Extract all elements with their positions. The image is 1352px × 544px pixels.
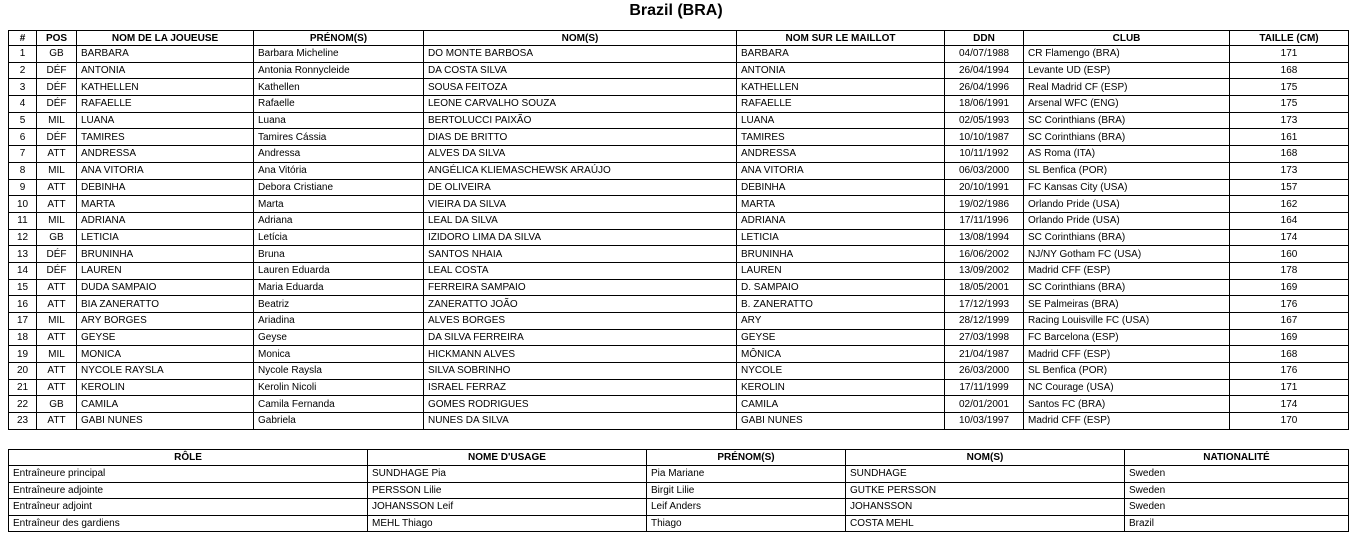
staff-cell: Birgit Lilie [647,482,846,499]
player-row [9,246,1349,263]
player-cell: D. SAMPAIO [737,279,945,296]
player-header-cell: NOM SUR LE MAILLOT [737,31,945,46]
player-row [9,79,1349,96]
staff-header-cell: RÔLE [9,450,368,466]
player-cell: ANDRESSA [737,146,945,163]
player-cell: ANDRESSA [77,146,254,163]
player-cell: DÉF [37,129,77,146]
player-header-cell: NOM DE LA JOUEUSE [77,31,254,46]
player-cell: BARBARA [77,46,254,63]
player-cell: FC Kansas City (USA) [1024,179,1230,196]
player-cell: Ariadina [254,313,424,330]
player-row [9,129,1349,146]
player-cell: 168 [1230,146,1349,163]
player-cell: GOMES RODRIGUES [424,396,737,413]
player-cell: ATT [37,146,77,163]
player-cell: ATT [37,179,77,196]
player-cell: ATT [37,379,77,396]
player-cell: Maria Eduarda [254,279,424,296]
player-cell: 21/04/1987 [945,346,1024,363]
player-cell: Orlando Pride (USA) [1024,212,1230,229]
player-cell: DÉF [37,262,77,279]
player-cell: LEAL DA SILVA [424,212,737,229]
staff-cell: MEHL Thiago [368,515,647,532]
player-cell: 1 [9,46,37,63]
player-cell: Gabriela [254,413,424,430]
player-cell: ATT [37,296,77,313]
player-cell: BRUNINHA [77,246,254,263]
player-cell: DIAS DE BRITTO [424,129,737,146]
player-cell: Andressa [254,146,424,163]
player-row [9,229,1349,246]
player-cell: DUDA SAMPAIO [77,279,254,296]
player-cell: Lauren Eduarda [254,262,424,279]
player-cell: VIEIRA DA SILVA [424,196,737,213]
player-cell: 10/10/1987 [945,129,1024,146]
player-cell: RAFAELLE [77,96,254,113]
player-cell: 7 [9,146,37,163]
player-cell: DÉF [37,79,77,96]
player-cell: SC Corinthians (BRA) [1024,229,1230,246]
player-cell: Rafaelle [254,96,424,113]
player-cell: 13/09/2002 [945,262,1024,279]
player-cell: 173 [1230,112,1349,129]
player-cell: ATT [37,363,77,380]
player-cell: 17/11/1996 [945,212,1024,229]
player-cell: 16/06/2002 [945,246,1024,263]
staff-cell: GUTKE PERSSON [846,482,1125,499]
player-cell: LAUREN [77,262,254,279]
player-cell: Adriana [254,212,424,229]
player-cell: MIL [37,212,77,229]
staff-cell: Brazil [1125,515,1349,532]
staff-cell: Sweden [1125,499,1349,516]
player-cell: 13/08/1994 [945,229,1024,246]
player-cell: LEONE CARVALHO SOUZA [424,96,737,113]
player-cell: CAMILA [77,396,254,413]
player-cell: Racing Louisville FC (USA) [1024,313,1230,330]
player-cell: 13 [9,246,37,263]
player-cell: B. ZANERATTO [737,296,945,313]
player-cell: 171 [1230,379,1349,396]
player-cell: 17/12/1993 [945,296,1024,313]
staff-header-cell: PRÉNOM(S) [647,450,846,466]
player-row [9,279,1349,296]
player-cell: GABI NUNES [737,413,945,430]
player-cell: 176 [1230,296,1349,313]
player-cell: ADRIANA [77,212,254,229]
player-cell: DEBINHA [737,179,945,196]
player-cell: 17 [9,313,37,330]
player-row [9,363,1349,380]
player-cell: 167 [1230,313,1349,330]
player-cell: 11 [9,212,37,229]
staff-cell: JOHANSSON [846,499,1125,516]
player-cell: 22 [9,396,37,413]
player-cell: Madrid CFF (ESP) [1024,346,1230,363]
player-cell: KEROLIN [77,379,254,396]
player-cell: 174 [1230,396,1349,413]
player-cell: HICKMANN ALVES [424,346,737,363]
player-cell: Marta [254,196,424,213]
player-cell: DA COSTA SILVA [424,62,737,79]
player-row [9,212,1349,229]
player-cell: 164 [1230,212,1349,229]
player-cell: ARY BORGES [77,313,254,330]
player-row [9,162,1349,179]
staff-cell: Entraîneure adjointe [9,482,368,499]
player-cell: Letícia [254,229,424,246]
player-cell: Luana [254,112,424,129]
player-row [9,346,1349,363]
player-cell: LEAL COSTA [424,262,737,279]
player-cell: SC Corinthians (BRA) [1024,279,1230,296]
player-cell: ANTONIA [737,62,945,79]
player-cell: Nycole Raysla [254,363,424,380]
player-cell: SL Benfica (POR) [1024,162,1230,179]
player-cell: DE OLIVEIRA [424,179,737,196]
staff-cell: Entraîneure principal [9,466,368,483]
player-cell: Monica [254,346,424,363]
player-cell: Ana Vitória [254,162,424,179]
player-cell: LAUREN [737,262,945,279]
staff-cell: Sweden [1125,466,1349,483]
player-cell: 169 [1230,329,1349,346]
player-cell: LETICIA [737,229,945,246]
player-cell: BRUNINHA [737,246,945,263]
player-cell: Levante UD (ESP) [1024,62,1230,79]
player-cell: GB [37,396,77,413]
player-cell: 175 [1230,96,1349,113]
player-cell: ATT [37,329,77,346]
player-header-cell: # [9,31,37,46]
player-cell: 21 [9,379,37,396]
player-cell: 06/03/2000 [945,162,1024,179]
staff-cell: Entraîneur des gardiens [9,515,368,532]
player-cell: 23 [9,413,37,430]
player-cell: NYCOLE [737,363,945,380]
staff-header-cell: NOME D'USAGE [368,450,647,466]
player-cell: 173 [1230,162,1349,179]
player-cell: 15 [9,279,37,296]
player-header-cell: POS [37,31,77,46]
staff-row [9,515,1349,532]
player-cell: 20/10/1991 [945,179,1024,196]
player-cell: MARTA [737,196,945,213]
player-header-cell: CLUB [1024,31,1230,46]
player-cell: GEYSE [77,329,254,346]
player-cell: NYCOLE RAYSLA [77,363,254,380]
player-cell: Antonia Ronnycleide [254,62,424,79]
player-cell: 26/04/1994 [945,62,1024,79]
player-cell: ATT [37,196,77,213]
player-cell: TAMIRES [737,129,945,146]
staff-body [9,466,1349,532]
player-cell: ANA VITORIA [737,162,945,179]
player-cell: 2 [9,62,37,79]
player-cell: ADRIANA [737,212,945,229]
staff-cell: Thiago [647,515,846,532]
player-cell: BIA ZANERATTO [77,296,254,313]
player-cell: 28/12/1999 [945,313,1024,330]
player-cell: GB [37,229,77,246]
player-cell: 9 [9,179,37,196]
player-row [9,46,1349,63]
staff-cell: Entraîneur adjoint [9,499,368,516]
staff-table [8,449,1349,532]
player-cell: Bruna [254,246,424,263]
player-cell: BERTOLUCCI PAIXÃO [424,112,737,129]
player-cell: CR Flamengo (BRA) [1024,46,1230,63]
player-header-cell: TAILLE (CM) [1230,31,1349,46]
staff-cell: SUNDHAGE [846,466,1125,483]
staff-cell: Pia Mariane [647,466,846,483]
player-cell: 4 [9,96,37,113]
player-cell: 3 [9,79,37,96]
player-cell: Geyse [254,329,424,346]
player-cell: KEROLIN [737,379,945,396]
page-title: Brazil (BRA) [629,2,723,19]
player-cell: ATT [37,279,77,296]
player-header-cell: DDN [945,31,1024,46]
player-cell: 157 [1230,179,1349,196]
player-row [9,96,1349,113]
player-cell: NUNES DA SILVA [424,413,737,430]
player-cell: NC Courage (USA) [1024,379,1230,396]
staff-cell: COSTA MEHL [846,515,1125,532]
player-row [9,329,1349,346]
player-cell: 19/02/1986 [945,196,1024,213]
player-cell: 161 [1230,129,1349,146]
player-cell: 02/01/2001 [945,396,1024,413]
player-cell: Real Madrid CF (ESP) [1024,79,1230,96]
players-body [9,46,1349,430]
player-cell: 02/05/1993 [945,112,1024,129]
player-cell: ALVES BORGES [424,313,737,330]
player-header-cell: PRÉNOM(S) [254,31,424,46]
player-row [9,396,1349,413]
player-cell: SE Palmeiras (BRA) [1024,296,1230,313]
player-cell: SL Benfica (POR) [1024,363,1230,380]
player-cell: MARTA [77,196,254,213]
player-cell: Camila Fernanda [254,396,424,413]
player-row [9,313,1349,330]
player-cell: CAMILA [737,396,945,413]
player-cell: DÉF [37,62,77,79]
staff-row [9,499,1349,516]
player-cell: KATHELLEN [77,79,254,96]
staff-cell: Sweden [1125,482,1349,499]
player-cell: SC Corinthians (BRA) [1024,129,1230,146]
player-cell: NJ/NY Gotham FC (USA) [1024,246,1230,263]
player-header-cell: NOM(S) [424,31,737,46]
staff-cell: Leif Anders [647,499,846,516]
player-cell: RAFAELLE [737,96,945,113]
player-cell: 26/04/1996 [945,79,1024,96]
player-cell: 17/11/1999 [945,379,1024,396]
player-row [9,379,1349,396]
player-cell: LETICIA [77,229,254,246]
player-cell: GB [37,46,77,63]
player-cell: Madrid CFF (ESP) [1024,413,1230,430]
staff-cell: SUNDHAGE Pia [368,466,647,483]
player-cell: 160 [1230,246,1349,263]
player-cell: Debora Cristiane [254,179,424,196]
player-cell: DÉF [37,246,77,263]
player-cell: KATHELLEN [737,79,945,96]
player-cell: 10/11/1992 [945,146,1024,163]
player-row [9,196,1349,213]
player-cell: Beatriz [254,296,424,313]
player-cell: IZIDORO LIMA DA SILVA [424,229,737,246]
player-cell: 26/03/2000 [945,363,1024,380]
player-cell: Kathellen [254,79,424,96]
staff-header-row [9,450,1349,466]
player-cell: 178 [1230,262,1349,279]
staff-header-cell: NATIONALITÉ [1125,450,1349,466]
player-cell: SANTOS NHAIA [424,246,737,263]
player-cell: MONICA [77,346,254,363]
player-cell: DÉF [37,96,77,113]
player-cell: Madrid CFF (ESP) [1024,262,1230,279]
player-cell: LUANA [737,112,945,129]
player-cell: ATT [37,413,77,430]
player-cell: ARY [737,313,945,330]
player-cell: Arsenal WFC (ENG) [1024,96,1230,113]
player-cell: MÔNICA [737,346,945,363]
players-header-row [9,31,1349,46]
player-row [9,112,1349,129]
player-cell: 10 [9,196,37,213]
player-cell: LUANA [77,112,254,129]
player-cell: 18 [9,329,37,346]
player-cell: Kerolin Nicoli [254,379,424,396]
player-cell: 8 [9,162,37,179]
player-cell: 170 [1230,413,1349,430]
player-cell: DEBINHA [77,179,254,196]
player-cell: ZANERATTO JOÃO [424,296,737,313]
player-cell: TAMIRES [77,129,254,146]
player-cell: 5 [9,112,37,129]
player-cell: FERREIRA SAMPAIO [424,279,737,296]
player-cell: AS Roma (ITA) [1024,146,1230,163]
player-cell: MIL [37,112,77,129]
player-row [9,146,1349,163]
player-cell: Orlando Pride (USA) [1024,196,1230,213]
player-cell: GEYSE [737,329,945,346]
player-cell: ALVES DA SILVA [424,146,737,163]
player-cell: 12 [9,229,37,246]
players-table [8,30,1349,430]
player-cell: ISRAEL FERRAZ [424,379,737,396]
player-cell: MIL [37,162,77,179]
player-cell: 171 [1230,46,1349,63]
player-cell: 175 [1230,79,1349,96]
player-row [9,179,1349,196]
staff-row [9,466,1349,483]
player-cell: 19 [9,346,37,363]
player-cell: 6 [9,129,37,146]
player-cell: 04/07/1988 [945,46,1024,63]
player-cell: 176 [1230,363,1349,380]
player-cell: Santos FC (BRA) [1024,396,1230,413]
player-cell: DO MONTE BARBOSA [424,46,737,63]
staff-row [9,482,1349,499]
player-cell: BARBARA [737,46,945,63]
player-row [9,413,1349,430]
player-row [9,62,1349,79]
player-cell: FC Barcelona (ESP) [1024,329,1230,346]
player-row [9,296,1349,313]
player-cell: 169 [1230,279,1349,296]
player-row [9,262,1349,279]
player-cell: 10/03/1997 [945,413,1024,430]
player-cell: Tamires Cássia [254,129,424,146]
staff-cell: PERSSON Lilie [368,482,647,499]
player-cell: ANTONIA [77,62,254,79]
player-cell: 162 [1230,196,1349,213]
player-cell: MIL [37,346,77,363]
player-cell: 20 [9,363,37,380]
player-cell: MIL [37,313,77,330]
player-cell: ANA VITORIA [77,162,254,179]
player-cell: SILVA SOBRINHO [424,363,737,380]
player-cell: DA SILVA FERREIRA [424,329,737,346]
player-cell: 18/05/2001 [945,279,1024,296]
staff-header-cell: NOM(S) [846,450,1125,466]
player-cell: 27/03/1998 [945,329,1024,346]
player-cell: 18/06/1991 [945,96,1024,113]
player-cell: 14 [9,262,37,279]
player-cell: SC Corinthians (BRA) [1024,112,1230,129]
player-cell: 168 [1230,346,1349,363]
player-cell: 16 [9,296,37,313]
player-cell: GABI NUNES [77,413,254,430]
player-cell: 174 [1230,229,1349,246]
player-cell: 168 [1230,62,1349,79]
player-cell: SOUSA FEITOZA [424,79,737,96]
player-cell: Barbara Micheline [254,46,424,63]
staff-cell: JOHANSSON Leif [368,499,647,516]
player-cell: ANGÉLICA KLIEMASCHEWSK ARAÚJO [424,162,737,179]
